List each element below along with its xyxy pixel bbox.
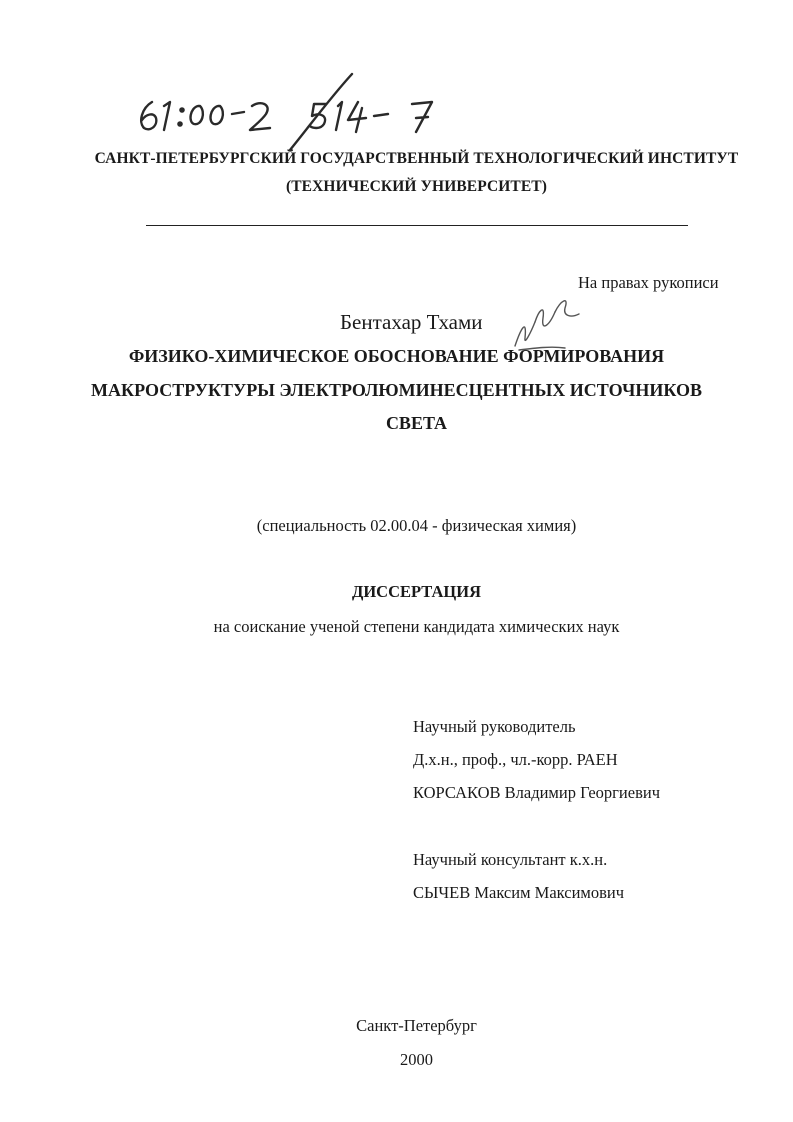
thesis-title-line-3: СВЕТА [385, 413, 448, 433]
manuscript-note: На правах рукописи [578, 273, 719, 292]
supervisor-title: Д.х.н., проф., чл.-корр. РАЕН [413, 750, 618, 769]
specialty: (специальность 02.00.04 - физическая химия) [256, 516, 577, 535]
thesis-title-line-2: МАКРОСТРУКТУРЫ ЭЛЕКТРОЛЮМИНЕСЦЕНТНЫХ ИСТОЧНИКОВ [91, 380, 702, 400]
year: 2000 [400, 1050, 433, 1069]
handwritten-catalog-number [130, 72, 470, 152]
consultant-name: СЫЧЕВ Максим Максимович [413, 883, 625, 902]
author-name: Бентахар Тхами [340, 310, 483, 334]
dissertation-label: ДИССЕРТАЦИЯ [352, 582, 481, 601]
institute-name: САНКТ-ПЕТЕРБУРГСКИЙ ГОСУДАРСТВЕННЫЙ ТЕХНОЛОГИЧЕСКИЙ ИНСТИТУТ [94, 150, 739, 167]
thesis-title-line-1: ФИЗИКО-ХИМИЧЕСКОЕ ОБОСНОВАНИЕ ФОРМИРОВАНИЯ [128, 346, 665, 366]
dissertation-description: на соискание ученой степени кандидата химических наук [213, 617, 620, 636]
supervisor-name: КОРСАКОВ Владимир Георгиевич [413, 783, 661, 802]
header-divider [146, 225, 688, 226]
supervisor-label: Научный руководитель [413, 717, 576, 736]
consultant-label: Научный консультант к.х.н. [413, 850, 608, 869]
institute-subtitle: (ТЕХНИЧЕСКИЙ УНИВЕРСИТЕТ) [285, 178, 548, 195]
city: Санкт-Петербург [356, 1016, 477, 1035]
